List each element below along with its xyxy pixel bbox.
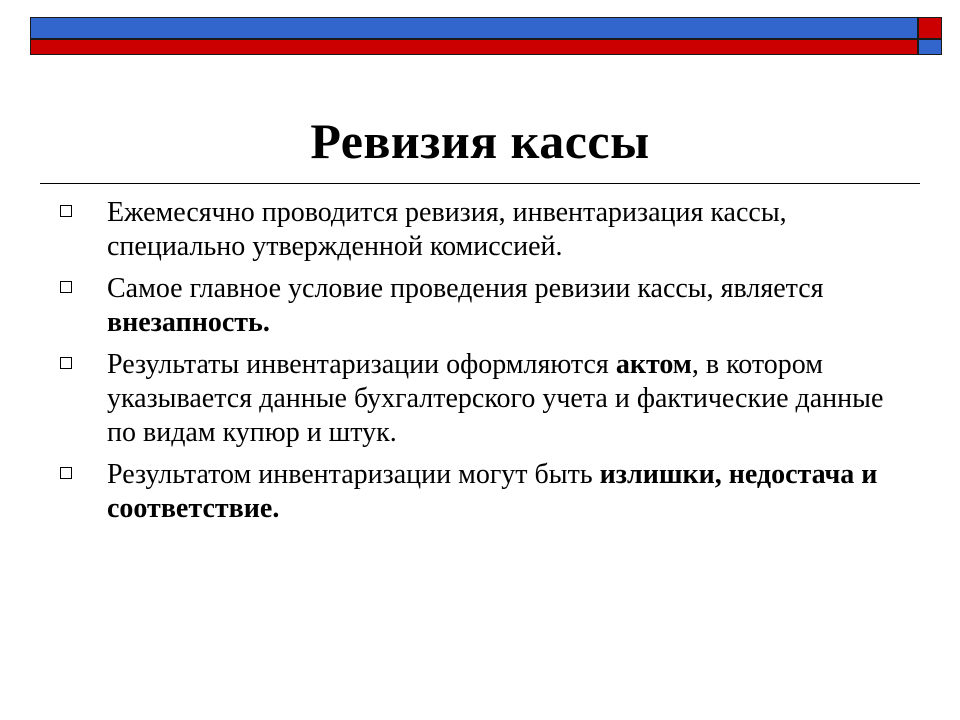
bullet-item — [60, 272, 900, 340]
bullet-item — [60, 458, 900, 526]
bullet-text: Ежемесячно проводится ревизия, инвентаризация кассы, специально утвержденной комиссией. — [107, 197, 787, 262]
slide-title: Ревизия кассы — [310, 113, 650, 169]
header-band-red — [30, 39, 918, 55]
bold-keyword: излишки, недостача и соответствие. — [107, 459, 878, 524]
bold-keyword: актом — [615, 349, 692, 380]
title-divider — [40, 183, 920, 184]
bullet-text: Результатом инвентаризации могут быть излишки, недостача и соответствие. — [107, 459, 878, 524]
square-bullet-icon — [60, 467, 72, 479]
bullet-text: Результаты инвентаризации оформляются актом, в котором указывается данные бухгалтерского учета и фактические данные по видам купюр и штук. — [107, 349, 884, 448]
bullet-item — [60, 348, 900, 450]
header-corner-blue — [918, 39, 942, 55]
header-corner-red — [918, 17, 942, 39]
bullet-list — [60, 196, 900, 534]
square-bullet-icon — [60, 205, 72, 217]
bold-keyword: внезапность. — [107, 307, 270, 338]
square-bullet-icon — [60, 357, 72, 369]
square-bullet-icon — [60, 281, 72, 293]
bullet-text: Самое главное условие проведения ревизии кассы, является внезапность. — [107, 273, 824, 338]
header-band-blue — [30, 17, 918, 39]
bullet-item — [60, 196, 900, 264]
